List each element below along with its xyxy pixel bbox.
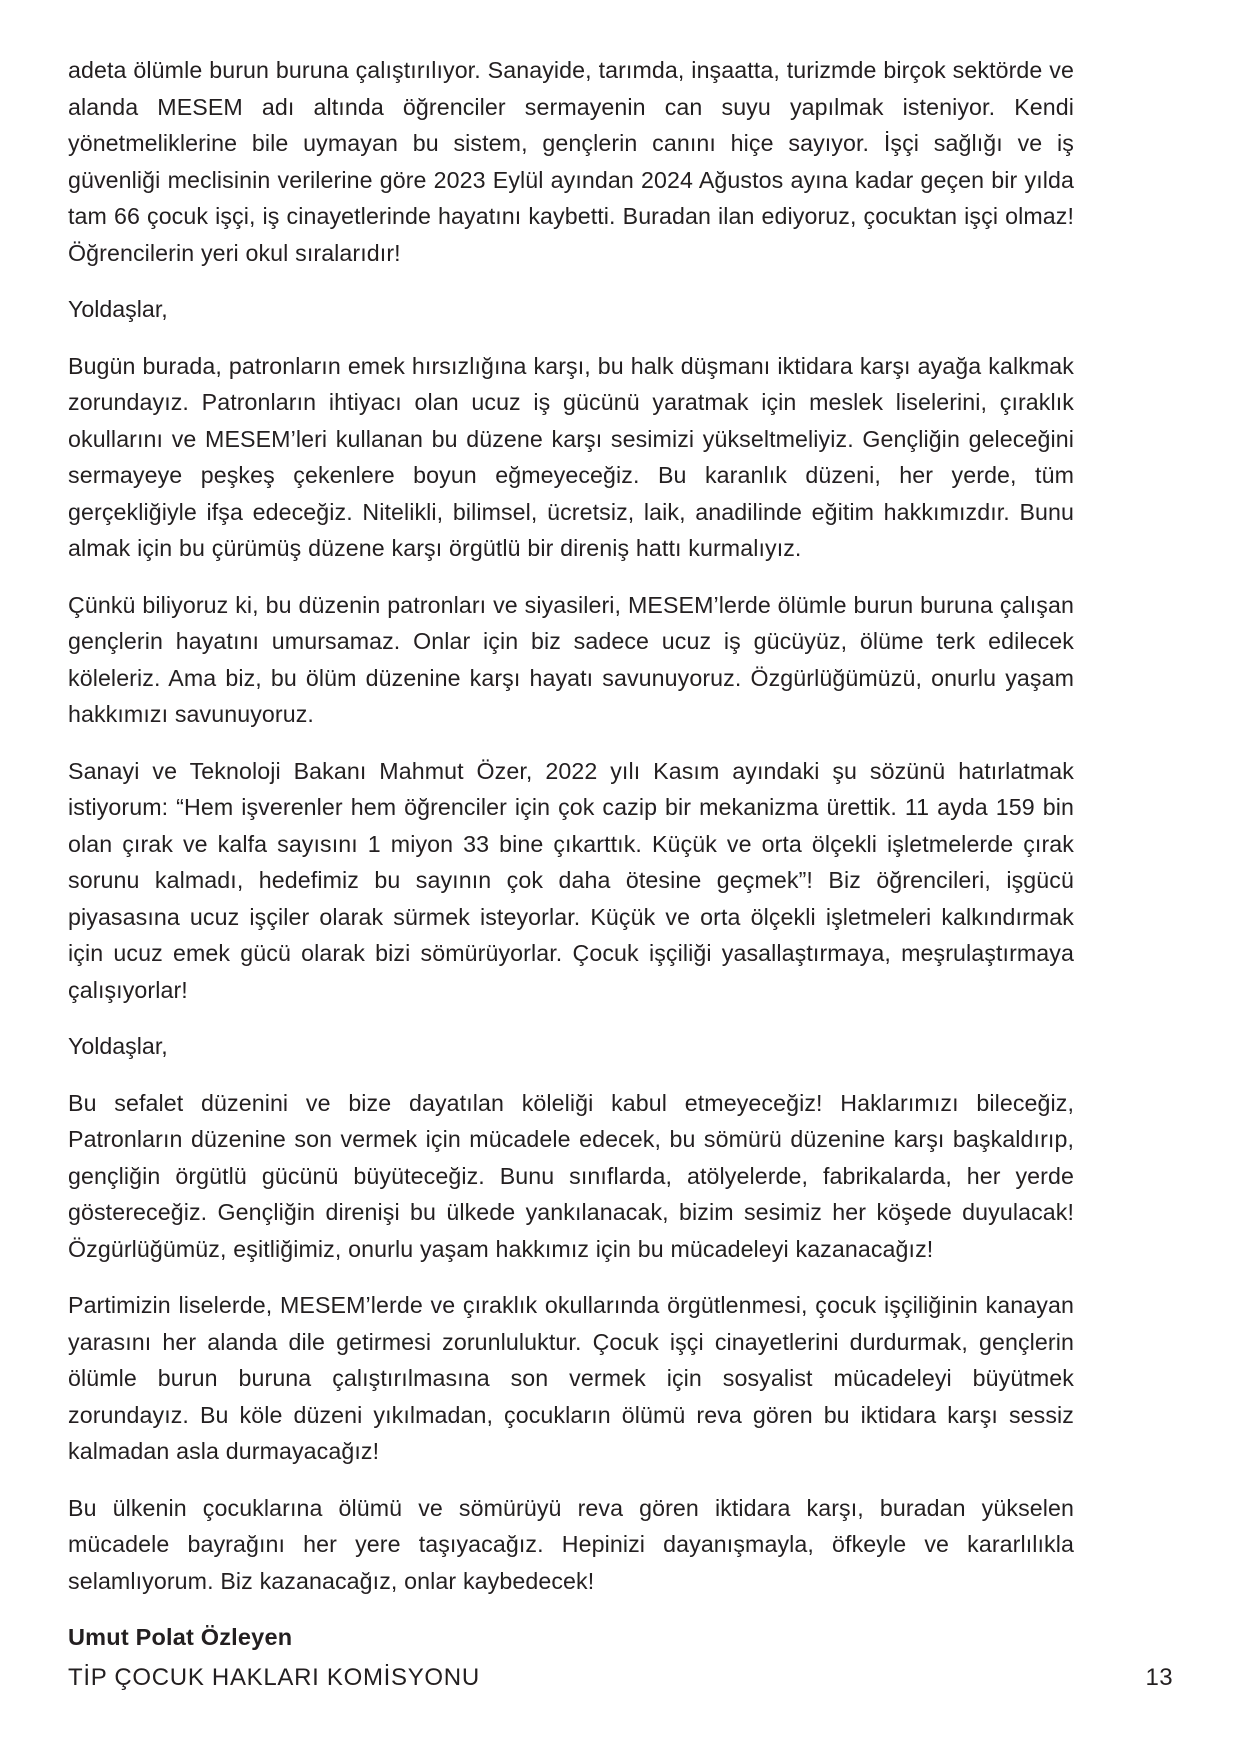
footer-organization: TİP ÇOCUK HAKLARI KOMİSYONU <box>68 1664 480 1691</box>
paragraph-3: Çünkü biliyoruz ki, bu düzenin patronları ve siyasileri, MESEM’lerde ölümle burun buruna çalışan gençlerin hayatını umursamaz. Onlar için biz sadece ucuz iş gücüyüz, ölüme terk edilecek köleleriz. Ama biz, bu ölüm düzenine karşı hayatı savunuyoruz. Özgürlüğümüzü, onurlu yaşam hakkımızı savunuyoruz. <box>68 591 1074 727</box>
signature-name: Umut Polat Özleyen <box>68 1624 293 1650</box>
paragraph-4: Sanayi ve Teknoloji Bakanı Mahmut Özer, 2022 yılı Kasım ayındaki şu sözünü hatırlatmak istiyorum: “Hem işverenler hem öğrenciler için çok cazip bir mekanizma ürettik. 11 ayda 159 bin olan çırak ve kalfa sayısını 1 miyon 33 bine çıkarttık. Küçük ve orta ölçekli işletmelerde çırak sorunu kalmadı, hedefimiz bu sayının çok daha ötesine geçmek”! Biz öğrencileri, işgücü piyasasına ucuz işçiler olarak sürmek isteyorlar. Küçük ve orta ölçekli işletmeleri kalkındırmak için ucuz emek gücü olarak bizi sömürüyorlar. Çocuk işçiliği yasallaştırmaya, meşrulaştırmaya çalışıyorlar! <box>68 757 1074 1003</box>
paragraph-1: adeta ölümle burun buruna çalıştırılıyor. Sanayide, tarımda, inşaatta, turizmde birçok sektörde ve alanda MESEM adı altında öğrenciler sermayenin can suyu yapılmak isteniyor. Kendi yönetmeliklerine bile uymayan bu sistem, gençlerin canını hiçe sayıyor. İşçi sağlığı ve iş güvenliği meclisinin verilerine göre 2023 Eylül ayından 2024 Ağustos ayına kadar geçen bir yılda tam 66 çocuk işçi, iş cinayetlerinde hayatını kaybetti. Buradan ilan ediyoruz, çocuktan işçi olmaz! Öğrencilerin yeri okul sıralarıdır! <box>68 57 1074 266</box>
paragraph-7: Bu ülkenin çocuklarına ölümü ve sömürüyü reva gören iktidara karşı, buradan yükselen mücadele bayrağını her yere taşıyacağız. Hepinizi dayanışmayla, öfkeyle ve kararlılıkla selamlıyorum. Biz kazanacağız, onlar kaybedecek! <box>68 1494 1074 1594</box>
salutation-1: Yoldaşlar, <box>68 296 168 322</box>
paragraph-6: Partimizin liselerde, MESEM’lerde ve çıraklık okullarında örgütlenmesi, çocuk işçiliğinin kanayan yarasını her alanda dile getirmesi zorunluluktur. Çocuk işçi cinayetlerini durdurmak, gençlerin ölümle burun buruna çalıştırılmasına son vermek için sosyalist mücadeleyi büyütmek zorundayız. Bu köle düzeni yıkılmadan, çocukların ölümü reva gören bu iktidara karşı sessiz kalmadan asla durmayacağız! <box>68 1292 1074 1464</box>
paragraph-2: Bugün burada, patronların emek hırsızlığına karşı, bu halk düşmanı iktidara karşı ayağa kalkmak zorundayız. Patronların ihtiyacı olan ucuz iş gücünü yaratmak için meslek liselerini, çıraklık okullarını ve MESEM’leri kullanan bu düzene karşı sesimizi yükseltmeliyiz. Gençliğin geleceğini sermayeye peşkeş çekenlere boyun eğmeyeceğiz. Bu karanlık düzeni, her yerde, tüm gerçekliğiyle ifşa edeceğiz. Nitelikli, bilimsel, ücretsiz, laik, anadilinde eğitim hakkımızdır. Bunu almak için bu çürümüş düzene karşı örgütlü bir direniş hattı kurmalıyız. <box>68 352 1074 561</box>
salutation-2: Yoldaşlar, <box>68 1033 168 1059</box>
page-footer <box>68 1664 1173 1692</box>
footer-page-number: 13 <box>1145 1664 1173 1691</box>
document-body <box>68 52 1074 1655</box>
paragraph-5: Bu sefalet düzenini ve bize dayatılan köleliği kabul etmeyeceğiz! Haklarımızı bileceğiz, Patronların düzenine son vermek için mücadele edecek, bu sömürü düzenine karşı başkaldırıp, gençliğin örgütlü gücünü büyüteceğiz. Bunu sınıflarda, atölyelerde, fabrikalarda, her yerde göstereceğiz. Gençliğin direnişi bu ülkede yankılanacak, bizim sesimiz her köşede duyulacak! Özgürlüğümüz, eşitliğimiz, onurlu yaşam hakkımız için bu mücadeleyi kazanacağız! <box>68 1089 1074 1262</box>
